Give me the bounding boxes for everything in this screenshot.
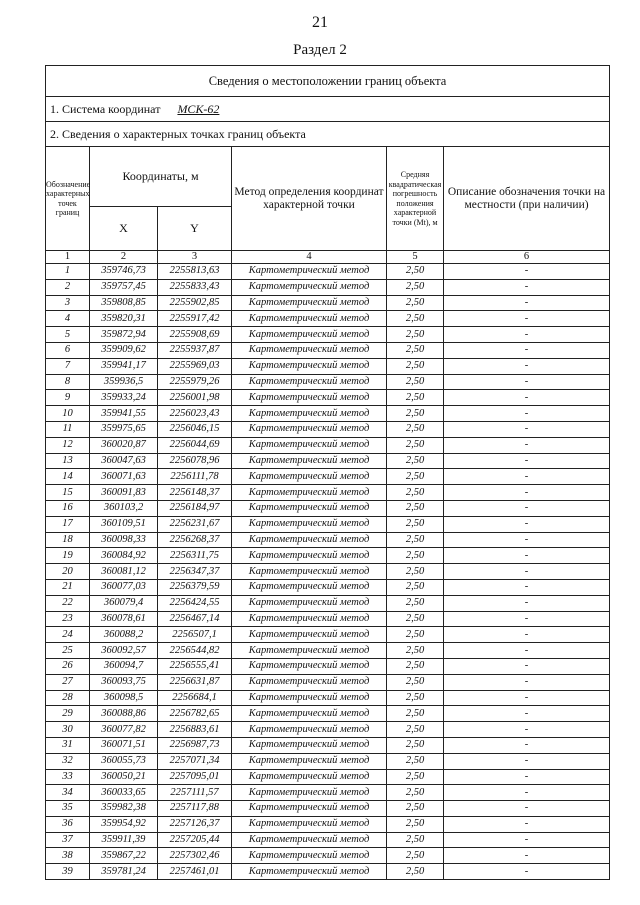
table-row <box>46 374 610 390</box>
table-row <box>46 658 610 674</box>
point-number: 37 <box>46 832 90 848</box>
accuracy-cell: 2,50 <box>387 390 444 406</box>
x-coordinate: 359975,65 <box>90 421 158 437</box>
y-coordinate: 2255902,85 <box>158 295 232 311</box>
point-number: 24 <box>46 627 90 643</box>
description-cell: - <box>444 737 610 753</box>
table-row <box>46 295 610 311</box>
description-cell: - <box>444 295 610 311</box>
x-coordinate: 359933,24 <box>90 390 158 406</box>
table-row <box>46 500 610 516</box>
point-number: 6 <box>46 342 90 358</box>
method-cell: Картометрический метод <box>232 753 387 769</box>
description-cell: - <box>444 406 610 422</box>
x-coordinate: 360020,87 <box>90 437 158 453</box>
y-coordinate: 2256987,73 <box>158 737 232 753</box>
x-coordinate: 359820,31 <box>90 311 158 327</box>
accuracy-cell: 2,50 <box>387 848 444 864</box>
method-cell: Картометрический метод <box>232 864 387 880</box>
y-coordinate: 2256631,87 <box>158 674 232 690</box>
table-row <box>46 627 610 643</box>
y-coordinate: 2256311,75 <box>158 548 232 564</box>
point-number: 10 <box>46 406 90 422</box>
method-cell: Картометрический метод <box>232 437 387 453</box>
x-coordinate: 359911,39 <box>90 832 158 848</box>
accuracy-cell: 2,50 <box>387 722 444 738</box>
column-number: 5 <box>387 251 444 264</box>
y-coordinate: 2255979,26 <box>158 374 232 390</box>
coordinate-system-value: МСК-62 <box>177 101 220 116</box>
points-section-label: 2. Сведения о характерных точках границ объекта <box>46 122 610 147</box>
point-number: 21 <box>46 579 90 595</box>
method-cell: Картометрический метод <box>232 674 387 690</box>
description-cell: - <box>444 469 610 485</box>
accuracy-cell: 2,50 <box>387 279 444 295</box>
accuracy-cell: 2,50 <box>387 627 444 643</box>
x-coordinate: 360098,5 <box>90 690 158 706</box>
point-number: 39 <box>46 864 90 880</box>
y-coordinate: 2257117,88 <box>158 801 232 817</box>
description-cell: - <box>444 390 610 406</box>
table-row <box>46 864 610 880</box>
y-coordinate: 2255908,69 <box>158 327 232 343</box>
description-cell: - <box>444 864 610 880</box>
accuracy-cell: 2,50 <box>387 864 444 880</box>
description-cell: - <box>444 453 610 469</box>
table-row <box>46 453 610 469</box>
x-coordinate: 360047,63 <box>90 453 158 469</box>
point-number: 23 <box>46 611 90 627</box>
coordinate-system-row <box>46 97 610 122</box>
accuracy-cell: 2,50 <box>387 674 444 690</box>
description-cell: - <box>444 848 610 864</box>
description-cell: - <box>444 485 610 501</box>
point-number: 16 <box>46 500 90 516</box>
table-row <box>46 769 610 785</box>
y-coordinate: 2256184,97 <box>158 500 232 516</box>
y-coordinate: 2256544,82 <box>158 643 232 659</box>
description-cell: - <box>444 816 610 832</box>
method-cell: Картометрический метод <box>232 832 387 848</box>
method-cell: Картометрический метод <box>232 516 387 532</box>
x-coordinate: 359909,62 <box>90 342 158 358</box>
accuracy-cell: 2,50 <box>387 816 444 832</box>
y-coordinate: 2256023,43 <box>158 406 232 422</box>
description-cell: - <box>444 801 610 817</box>
point-number: 11 <box>46 421 90 437</box>
method-cell: Картометрический метод <box>232 801 387 817</box>
accuracy-cell: 2,50 <box>387 516 444 532</box>
point-number: 33 <box>46 769 90 785</box>
point-number: 15 <box>46 485 90 501</box>
table-row <box>46 785 610 801</box>
section-title: Раздел 2 <box>293 42 347 58</box>
page-number: 21 <box>312 14 328 31</box>
accuracy-cell: 2,50 <box>387 643 444 659</box>
description-cell: - <box>444 579 610 595</box>
point-number: 26 <box>46 658 90 674</box>
accuracy-cell: 2,50 <box>387 769 444 785</box>
x-coordinate: 360109,51 <box>90 516 158 532</box>
point-number: 28 <box>46 690 90 706</box>
y-coordinate: 2255917,42 <box>158 311 232 327</box>
accuracy-cell: 2,50 <box>387 358 444 374</box>
x-coordinate: 359872,94 <box>90 327 158 343</box>
accuracy-cell: 2,50 <box>387 532 444 548</box>
description-cell: - <box>444 516 610 532</box>
accuracy-cell: 2,50 <box>387 406 444 422</box>
method-cell: Картометрический метод <box>232 690 387 706</box>
accuracy-cell: 2,50 <box>387 437 444 453</box>
method-cell: Картометрический метод <box>232 295 387 311</box>
table-row <box>46 532 610 548</box>
accuracy-cell: 2,50 <box>387 832 444 848</box>
table-row <box>46 264 610 280</box>
method-cell: Картометрический метод <box>232 548 387 564</box>
y-coordinate: 2257126,37 <box>158 816 232 832</box>
table-row <box>46 643 610 659</box>
column-number: 2 <box>90 251 158 264</box>
x-coordinate: 360050,21 <box>90 769 158 785</box>
description-cell: - <box>444 311 610 327</box>
accuracy-cell: 2,50 <box>387 579 444 595</box>
description-cell: - <box>444 706 610 722</box>
y-coordinate: 2256379,59 <box>158 579 232 595</box>
y-coordinate: 2257205,44 <box>158 832 232 848</box>
point-number: 29 <box>46 706 90 722</box>
point-number: 22 <box>46 595 90 611</box>
y-coordinate: 2255833,43 <box>158 279 232 295</box>
point-number: 36 <box>46 816 90 832</box>
table-row <box>46 690 610 706</box>
description-cell: - <box>444 564 610 580</box>
description-cell: - <box>444 358 610 374</box>
x-coordinate: 360077,03 <box>90 579 158 595</box>
table-row <box>46 737 610 753</box>
method-cell: Картометрический метод <box>232 532 387 548</box>
table-row <box>46 816 610 832</box>
method-cell: Картометрический метод <box>232 311 387 327</box>
description-cell: - <box>444 279 610 295</box>
method-cell: Картометрический метод <box>232 390 387 406</box>
y-coordinate: 2256268,37 <box>158 532 232 548</box>
x-coordinate: 360079,4 <box>90 595 158 611</box>
accuracy-cell: 2,50 <box>387 595 444 611</box>
header-accuracy: Средняя квадратическая погрешность положения характерной точки (Мt), м <box>387 147 444 251</box>
method-cell: Картометрический метод <box>232 595 387 611</box>
boundary-points-table <box>45 65 610 880</box>
x-coordinate: 360055,73 <box>90 753 158 769</box>
point-number: 4 <box>46 311 90 327</box>
accuracy-cell: 2,50 <box>387 548 444 564</box>
accuracy-cell: 2,50 <box>387 785 444 801</box>
y-coordinate: 2256424,55 <box>158 595 232 611</box>
y-coordinate: 2255969,03 <box>158 358 232 374</box>
description-cell: - <box>444 548 610 564</box>
accuracy-cell: 2,50 <box>387 264 444 280</box>
x-coordinate: 359936,5 <box>90 374 158 390</box>
point-number: 13 <box>46 453 90 469</box>
x-coordinate: 360084,92 <box>90 548 158 564</box>
table-row <box>46 579 610 595</box>
table-row <box>46 485 610 501</box>
point-number: 18 <box>46 532 90 548</box>
method-cell: Картометрический метод <box>232 374 387 390</box>
x-coordinate: 359982,38 <box>90 801 158 817</box>
table-row <box>46 469 610 485</box>
table-row <box>46 722 610 738</box>
accuracy-cell: 2,50 <box>387 327 444 343</box>
description-cell: - <box>444 264 610 280</box>
method-cell: Картометрический метод <box>232 611 387 627</box>
table-row <box>46 406 610 422</box>
x-coordinate: 360094,7 <box>90 658 158 674</box>
table-row <box>46 706 610 722</box>
y-coordinate: 2257302,46 <box>158 848 232 864</box>
point-number: 20 <box>46 564 90 580</box>
x-coordinate: 360098,33 <box>90 532 158 548</box>
header-description: Описание обозначения точки на местности (при наличии) <box>444 147 610 251</box>
x-coordinate: 360091,83 <box>90 485 158 501</box>
y-coordinate: 2256782,65 <box>158 706 232 722</box>
table-row <box>46 801 610 817</box>
y-coordinate: 2256078,96 <box>158 453 232 469</box>
point-number: 38 <box>46 848 90 864</box>
accuracy-cell: 2,50 <box>387 737 444 753</box>
method-cell: Картометрический метод <box>232 421 387 437</box>
x-coordinate: 360033,65 <box>90 785 158 801</box>
y-coordinate: 2256467,14 <box>158 611 232 627</box>
accuracy-cell: 2,50 <box>387 500 444 516</box>
x-coordinate: 360078,61 <box>90 611 158 627</box>
method-cell: Картометрический метод <box>232 453 387 469</box>
x-coordinate: 359867,22 <box>90 848 158 864</box>
method-cell: Картометрический метод <box>232 327 387 343</box>
method-cell: Картометрический метод <box>232 579 387 595</box>
description-cell: - <box>444 722 610 738</box>
x-coordinate: 360071,51 <box>90 737 158 753</box>
table-row <box>46 279 610 295</box>
x-coordinate: 360088,86 <box>90 706 158 722</box>
method-cell: Картометрический метод <box>232 706 387 722</box>
y-coordinate: 2256001,98 <box>158 390 232 406</box>
table-row <box>46 311 610 327</box>
y-coordinate: 2256046,15 <box>158 421 232 437</box>
method-cell: Картометрический метод <box>232 358 387 374</box>
x-coordinate: 360071,63 <box>90 469 158 485</box>
accuracy-cell: 2,50 <box>387 342 444 358</box>
method-cell: Картометрический метод <box>232 279 387 295</box>
header-y: Y <box>158 207 232 251</box>
x-coordinate: 359757,45 <box>90 279 158 295</box>
y-coordinate: 2256555,41 <box>158 658 232 674</box>
table-row <box>46 516 610 532</box>
method-cell: Картометрический метод <box>232 627 387 643</box>
header-point-designation: Обозначение характерных точек границ <box>46 147 90 251</box>
table-row <box>46 674 610 690</box>
y-coordinate: 2257461,01 <box>158 864 232 880</box>
description-cell: - <box>444 500 610 516</box>
point-number: 7 <box>46 358 90 374</box>
method-cell: Картометрический метод <box>232 658 387 674</box>
description-cell: - <box>444 421 610 437</box>
accuracy-cell: 2,50 <box>387 706 444 722</box>
x-coordinate: 360081,12 <box>90 564 158 580</box>
accuracy-cell: 2,50 <box>387 453 444 469</box>
description-cell: - <box>444 611 610 627</box>
point-number: 8 <box>46 374 90 390</box>
point-number: 31 <box>46 737 90 753</box>
point-number: 1 <box>46 264 90 280</box>
column-number: 3 <box>158 251 232 264</box>
column-number: 1 <box>46 251 90 264</box>
point-number: 3 <box>46 295 90 311</box>
table-row <box>46 390 610 406</box>
x-coordinate: 359941,17 <box>90 358 158 374</box>
y-coordinate: 2257111,57 <box>158 785 232 801</box>
y-coordinate: 2256044,69 <box>158 437 232 453</box>
point-number: 5 <box>46 327 90 343</box>
description-cell: - <box>444 595 610 611</box>
accuracy-cell: 2,50 <box>387 753 444 769</box>
description-cell: - <box>444 753 610 769</box>
description-cell: - <box>444 658 610 674</box>
accuracy-cell: 2,50 <box>387 311 444 327</box>
description-cell: - <box>444 437 610 453</box>
x-coordinate: 359781,24 <box>90 864 158 880</box>
method-cell: Картометрический метод <box>232 848 387 864</box>
point-number: 34 <box>46 785 90 801</box>
accuracy-cell: 2,50 <box>387 485 444 501</box>
column-number: 6 <box>444 251 610 264</box>
method-cell: Картометрический метод <box>232 342 387 358</box>
description-cell: - <box>444 627 610 643</box>
description-cell: - <box>444 374 610 390</box>
accuracy-cell: 2,50 <box>387 469 444 485</box>
point-number: 35 <box>46 801 90 817</box>
method-cell: Картометрический метод <box>232 469 387 485</box>
point-number: 27 <box>46 674 90 690</box>
table-row <box>46 832 610 848</box>
point-number: 30 <box>46 722 90 738</box>
point-number: 32 <box>46 753 90 769</box>
method-cell: Картометрический метод <box>232 485 387 501</box>
header-method: Метод определения координат характерной точки <box>232 147 387 251</box>
x-coordinate: 360088,2 <box>90 627 158 643</box>
description-cell: - <box>444 643 610 659</box>
x-coordinate: 360093,75 <box>90 674 158 690</box>
header-x: X <box>90 207 158 251</box>
method-cell: Картометрический метод <box>232 564 387 580</box>
point-number: 14 <box>46 469 90 485</box>
method-cell: Картометрический метод <box>232 737 387 753</box>
table-row <box>46 548 610 564</box>
table-row <box>46 437 610 453</box>
header-coordinates: Координаты, м <box>90 147 232 207</box>
point-number: 25 <box>46 643 90 659</box>
x-coordinate: 360077,82 <box>90 722 158 738</box>
x-coordinate: 359954,92 <box>90 816 158 832</box>
y-coordinate: 2256347,37 <box>158 564 232 580</box>
point-number: 19 <box>46 548 90 564</box>
method-cell: Картометрический метод <box>232 722 387 738</box>
point-number: 17 <box>46 516 90 532</box>
description-cell: - <box>444 785 610 801</box>
point-number: 2 <box>46 279 90 295</box>
x-coordinate: 359941,55 <box>90 406 158 422</box>
method-cell: Картометрический метод <box>232 785 387 801</box>
accuracy-cell: 2,50 <box>387 801 444 817</box>
column-number: 4 <box>232 251 387 264</box>
accuracy-cell: 2,50 <box>387 690 444 706</box>
table-row <box>46 342 610 358</box>
point-number: 9 <box>46 390 90 406</box>
y-coordinate: 2255813,63 <box>158 264 232 280</box>
x-coordinate: 360103,2 <box>90 500 158 516</box>
table-row <box>46 421 610 437</box>
table-row <box>46 564 610 580</box>
y-coordinate: 2257071,34 <box>158 753 232 769</box>
description-cell: - <box>444 532 610 548</box>
x-coordinate: 360092,57 <box>90 643 158 659</box>
table-row <box>46 753 610 769</box>
table-body <box>46 264 610 880</box>
accuracy-cell: 2,50 <box>387 421 444 437</box>
accuracy-cell: 2,50 <box>387 564 444 580</box>
table-row <box>46 611 610 627</box>
y-coordinate: 2256684,1 <box>158 690 232 706</box>
accuracy-cell: 2,50 <box>387 611 444 627</box>
x-coordinate: 359808,85 <box>90 295 158 311</box>
method-cell: Картометрический метод <box>232 769 387 785</box>
point-number: 12 <box>46 437 90 453</box>
y-coordinate: 2256883,61 <box>158 722 232 738</box>
description-cell: - <box>444 769 610 785</box>
description-cell: - <box>444 342 610 358</box>
method-cell: Картометрический метод <box>232 264 387 280</box>
y-coordinate: 2256231,67 <box>158 516 232 532</box>
accuracy-cell: 2,50 <box>387 658 444 674</box>
coordinate-system-label: 1. Система координат <box>50 101 161 116</box>
y-coordinate: 2256111,78 <box>158 469 232 485</box>
accuracy-cell: 2,50 <box>387 374 444 390</box>
description-cell: - <box>444 832 610 848</box>
method-cell: Картометрический метод <box>232 500 387 516</box>
table-row <box>46 595 610 611</box>
y-coordinate: 2256148,37 <box>158 485 232 501</box>
description-cell: - <box>444 674 610 690</box>
x-coordinate: 359746,73 <box>90 264 158 280</box>
accuracy-cell: 2,50 <box>387 295 444 311</box>
description-cell: - <box>444 690 610 706</box>
y-coordinate: 2256507,1 <box>158 627 232 643</box>
description-cell: - <box>444 327 610 343</box>
table-row <box>46 848 610 864</box>
method-cell: Картометрический метод <box>232 643 387 659</box>
table-row <box>46 358 610 374</box>
method-cell: Картометрический метод <box>232 816 387 832</box>
method-cell: Картометрический метод <box>232 406 387 422</box>
table-row <box>46 327 610 343</box>
column-number-row <box>46 251 610 264</box>
y-coordinate: 2255937,87 <box>158 342 232 358</box>
y-coordinate: 2257095,01 <box>158 769 232 785</box>
table-title: Сведения о местоположении границ объекта <box>46 66 610 97</box>
